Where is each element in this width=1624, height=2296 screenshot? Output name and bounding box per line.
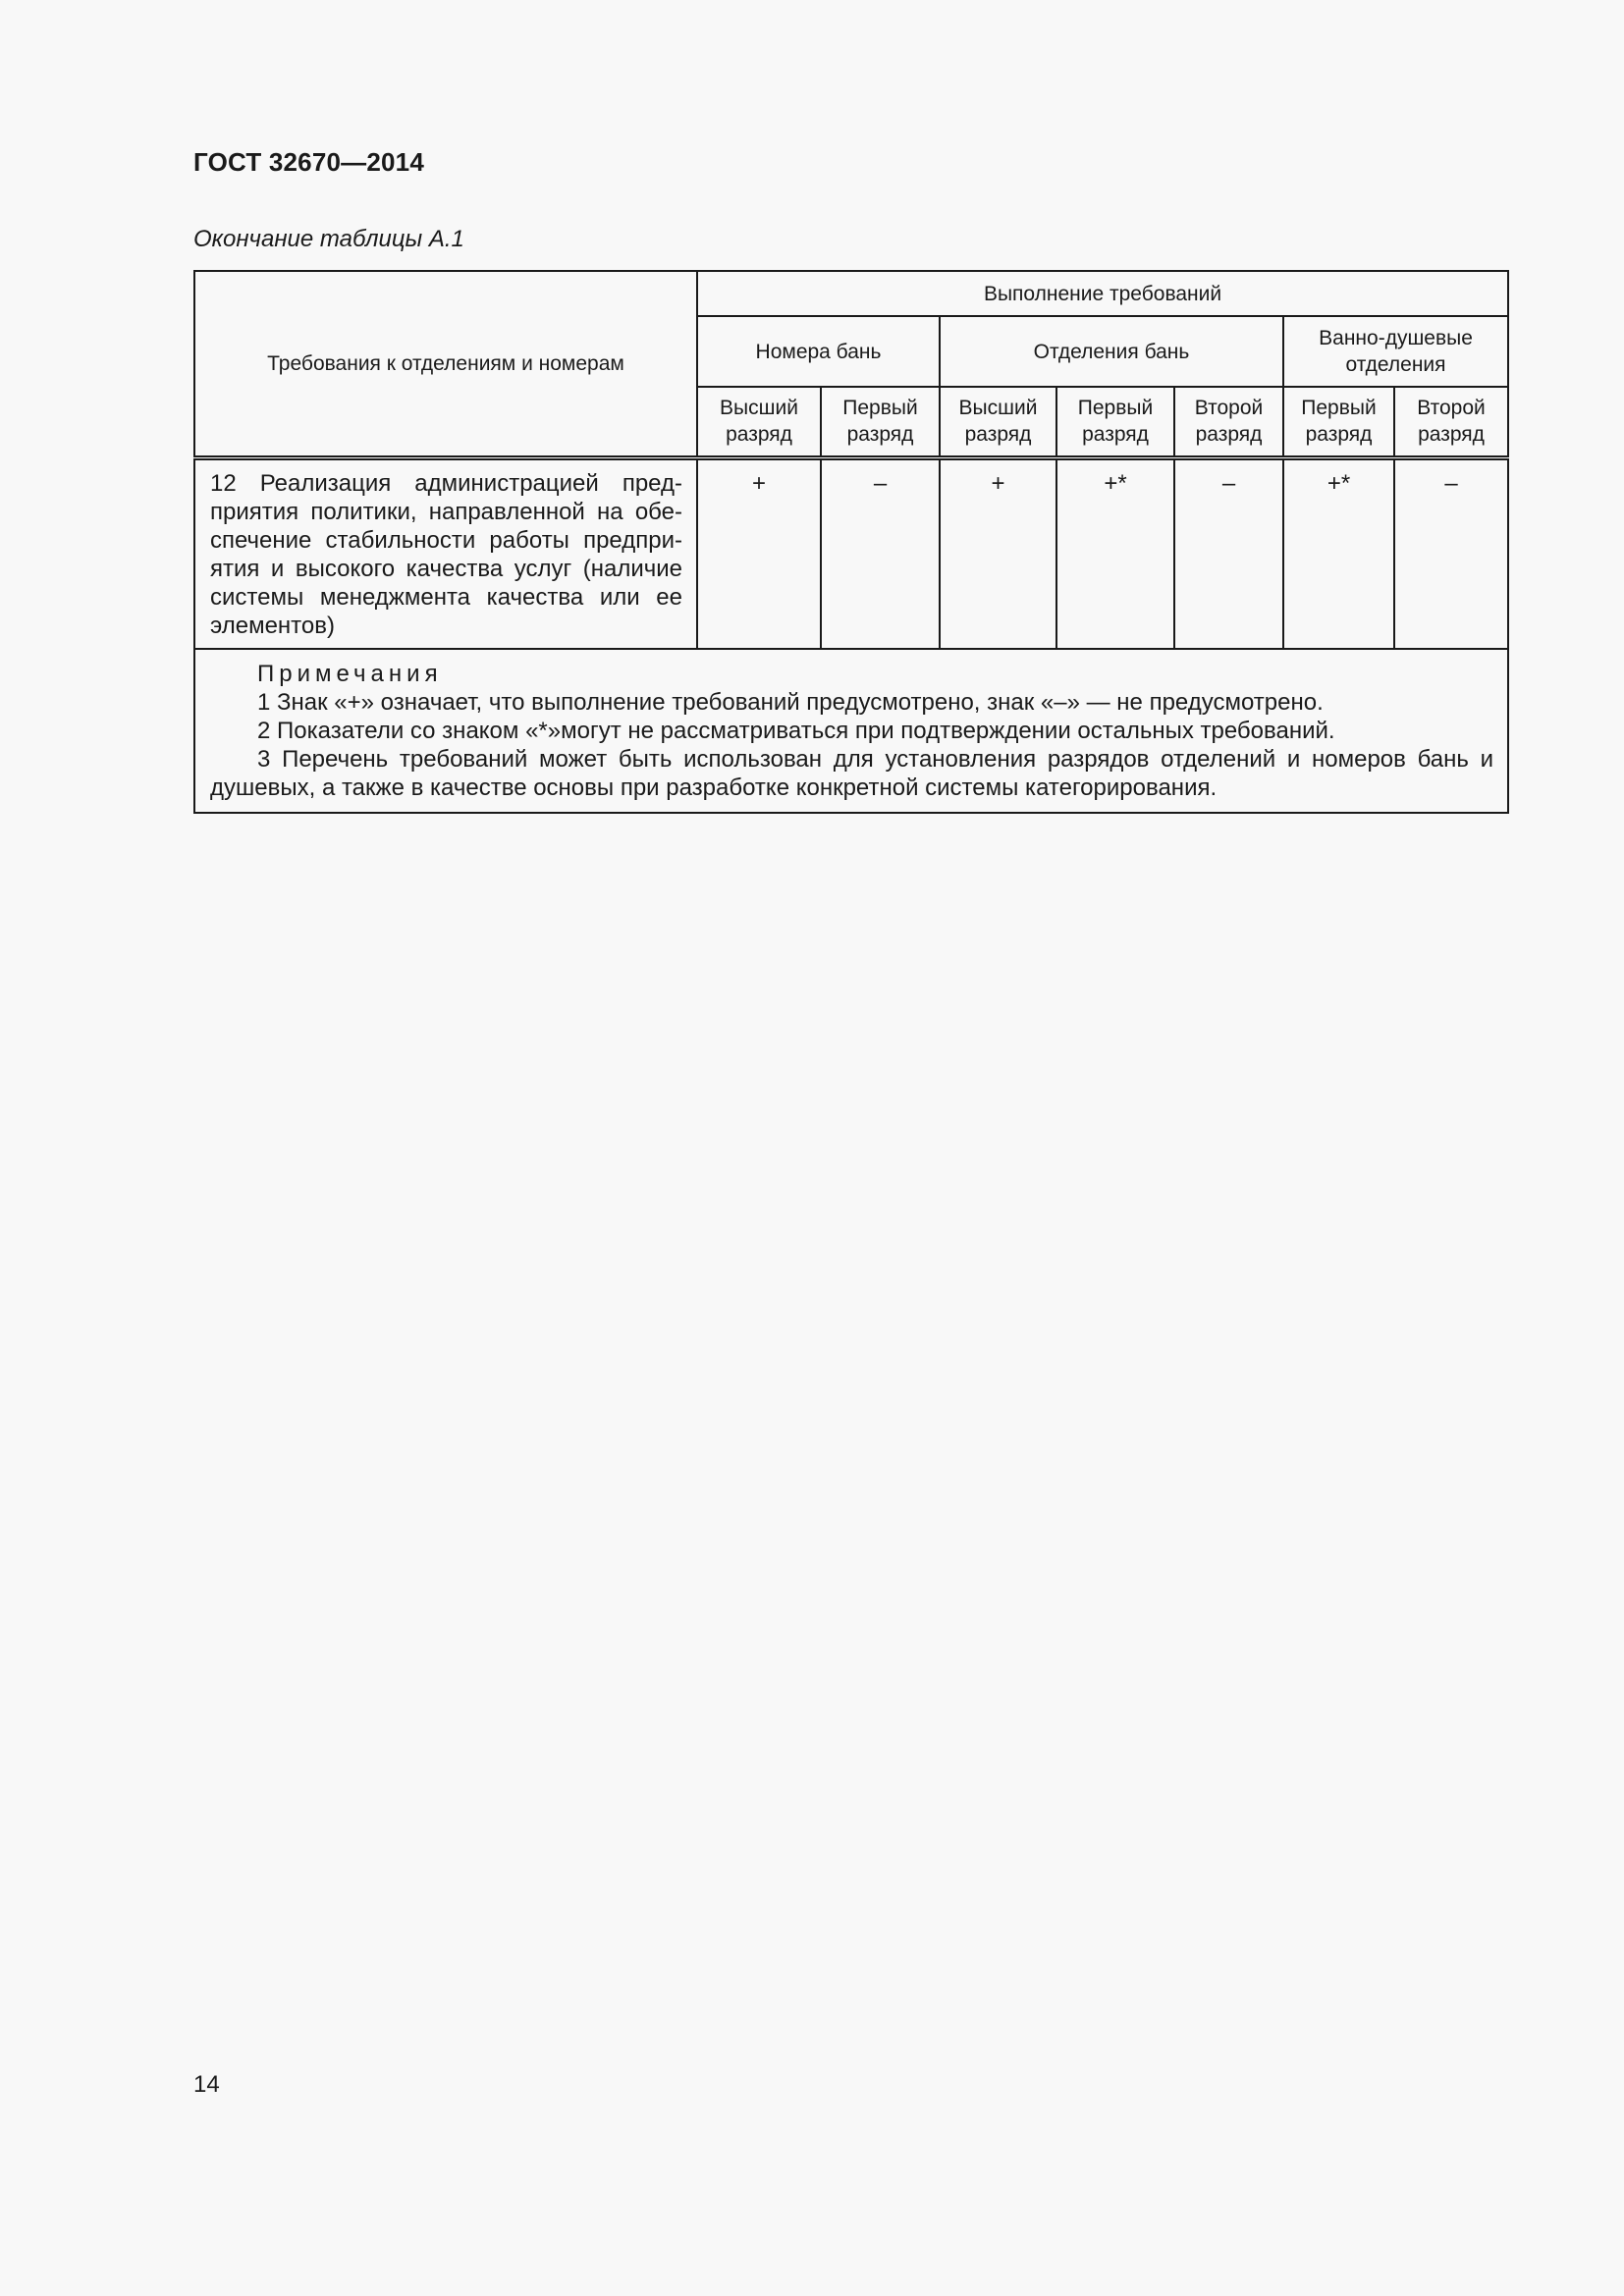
notes-row: [194, 649, 1508, 813]
note-item: 1 Знак «+» означает, что выполнение требований предусмотрено, знак «–» — не предусмотрено.: [257, 688, 1324, 716]
requirement-text: 12 Реализация администрацией предприятия политики, направленной на обеспечение стабильности работы предприятия и высокого качества услуг (наличие системы менеджмента качества или ее элементов): [194, 457, 697, 649]
note-item: 3 Перечень требований может быть использован для установления разрядов отделений и номеров бань и душевых, а также в качестве основы при разработке конкретной системы категорирования.: [210, 745, 1494, 801]
mark-cell: –: [821, 457, 940, 649]
subcolumn-header: Первый разряд: [821, 387, 940, 457]
mark-cell: +: [697, 457, 821, 649]
mark-cell: +*: [1283, 457, 1394, 649]
subcolumn-header: Первый разряд: [1056, 387, 1174, 457]
mark-cell: +*: [1056, 457, 1174, 649]
group-header-bath-shower-departments: Ванно-душевые отделения: [1283, 316, 1508, 387]
subcolumn-header: Второй разряд: [1394, 387, 1508, 457]
page-number: 14: [193, 2071, 220, 2098]
notes-title: Примечания: [257, 660, 443, 687]
requirements-table: [193, 270, 1509, 814]
group-header-bath-departments: Отделения бань: [940, 316, 1283, 387]
table-caption: Окончание таблицы А.1: [193, 226, 464, 252]
subcolumn-header: Высший разряд: [697, 387, 821, 457]
subcolumn-header: Высший разряд: [940, 387, 1056, 457]
document-header: ГОСТ 32670—2014: [193, 147, 424, 177]
mark-cell: –: [1394, 457, 1508, 649]
table-row: [194, 457, 1508, 649]
fulfillment-header: Выполнение требований: [697, 271, 1508, 316]
notes-cell: [194, 649, 1508, 813]
subcolumn-header: Первый разряд: [1283, 387, 1394, 457]
group-header-bath-rooms: Номера бань: [697, 316, 940, 387]
mark-cell: –: [1174, 457, 1283, 649]
requirements-header: Требования к отделениям и номерам: [194, 271, 697, 457]
subcolumn-header: Второй разряд: [1174, 387, 1283, 457]
note-item: 2 Показатели со знаком «*»могут не рассматриваться при подтверждении остальных требований.: [257, 717, 1335, 744]
mark-cell: +: [940, 457, 1056, 649]
